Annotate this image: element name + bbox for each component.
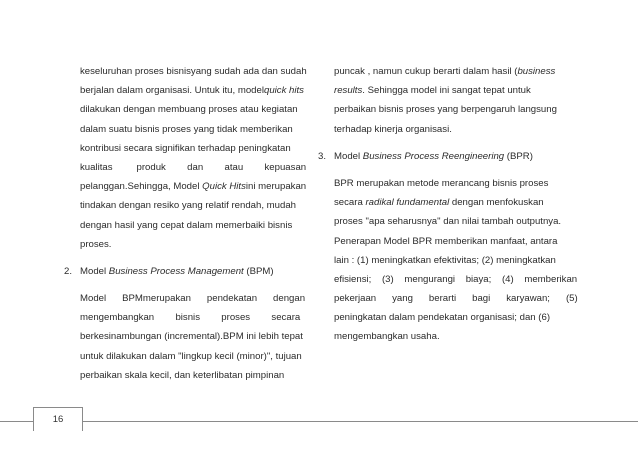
body-text-line: peningkatan dalam pendekatan organisasi; dan (6) bbox=[334, 312, 551, 324]
body-text-line: secara radikal fundamental dengan menfokuskan bbox=[334, 197, 544, 209]
body-text-line: results. Sehingga model ini sangat tepat untuk bbox=[334, 85, 531, 97]
body-text-line: dengan hasil yang cepat dalam memerbaiki bisnis bbox=[80, 219, 293, 231]
body-text-line: berjalan dalam organisasi. Untuk itu, modelquick hits bbox=[80, 85, 304, 97]
body-text-line: proses. bbox=[80, 238, 112, 250]
body-text-line: kualitas produk dan atau kepuasan bbox=[80, 161, 307, 173]
page-number: 16 bbox=[52, 414, 64, 425]
body-text-line: proses "apa seharusnya" dan nilai tambah outputnya. bbox=[334, 216, 562, 228]
section-heading-3: 3. Model Business Process Reengineering (BPR) bbox=[334, 147, 586, 166]
body-text-line: tindakan dengan resiko yang relatif rendah, mudah bbox=[80, 200, 297, 212]
body-text-line: pelanggan.Sehingga, Model Quick Hitsini merupakan bbox=[80, 181, 307, 193]
body-text-line: mengembangkan usaha. bbox=[334, 331, 440, 343]
section-number: 3. bbox=[318, 150, 327, 162]
body-text-line: terhadap kinerja organisasi. bbox=[334, 123, 452, 135]
body-text-line: lain : (1) meningkatkan efektivitas; (2) meningkatkan bbox=[334, 254, 556, 266]
body-text-line: mengembangkan bisnis proses secara bbox=[80, 312, 301, 324]
body-text-line: keseluruhan proses bisnisyang sudah ada dan sudah bbox=[80, 66, 307, 77]
body-text-line: puncak , namun cukup berarti dalam hasil (business bbox=[334, 66, 556, 77]
body-text-line: Model BPMmerupakan pendekatan dengan bbox=[80, 293, 306, 305]
body-text-line: berkesinambungan (incremental).BPM ini lebih tepat bbox=[80, 331, 303, 343]
body-text-line: BPR merupakan metode merancang bisnis proses bbox=[334, 177, 549, 189]
body-text-line: untuk dilakukan dalam "lingkup kecil (minor)", tujuan bbox=[80, 350, 302, 362]
body-text-line: Penerapan Model BPR memberikan manfaat, antara bbox=[334, 235, 558, 247]
page-number-tab bbox=[33, 407, 83, 431]
body-text-line: perbaikan bisnis proses yang berpengaruh langsung bbox=[334, 104, 557, 116]
body-text-line: kontribusi secara signifikan terhadap peningkatan bbox=[80, 142, 291, 154]
section-heading-2: 2. Model Business Process Management (BPM) bbox=[80, 262, 306, 281]
body-text-line: dilakukan dengan membuang proses atau kegiatan bbox=[80, 104, 298, 116]
body-text-line: dalam suatu bisnis proses yang tidak memberikan bbox=[80, 123, 293, 135]
body-text-line: pekerjaan yang berarti bagi karyawan; (5) bbox=[334, 293, 578, 305]
right-column bbox=[318, 62, 586, 347]
left-column bbox=[64, 62, 307, 385]
body-text-line: perbaikan skala kecil, dan keterlibatan pimpinan bbox=[80, 369, 285, 381]
section-number: 2. bbox=[64, 265, 73, 277]
body-text-line: efisiensi; (3) mengurangi biaya; (4) memberikan bbox=[334, 273, 578, 285]
footer-rule bbox=[0, 421, 638, 422]
